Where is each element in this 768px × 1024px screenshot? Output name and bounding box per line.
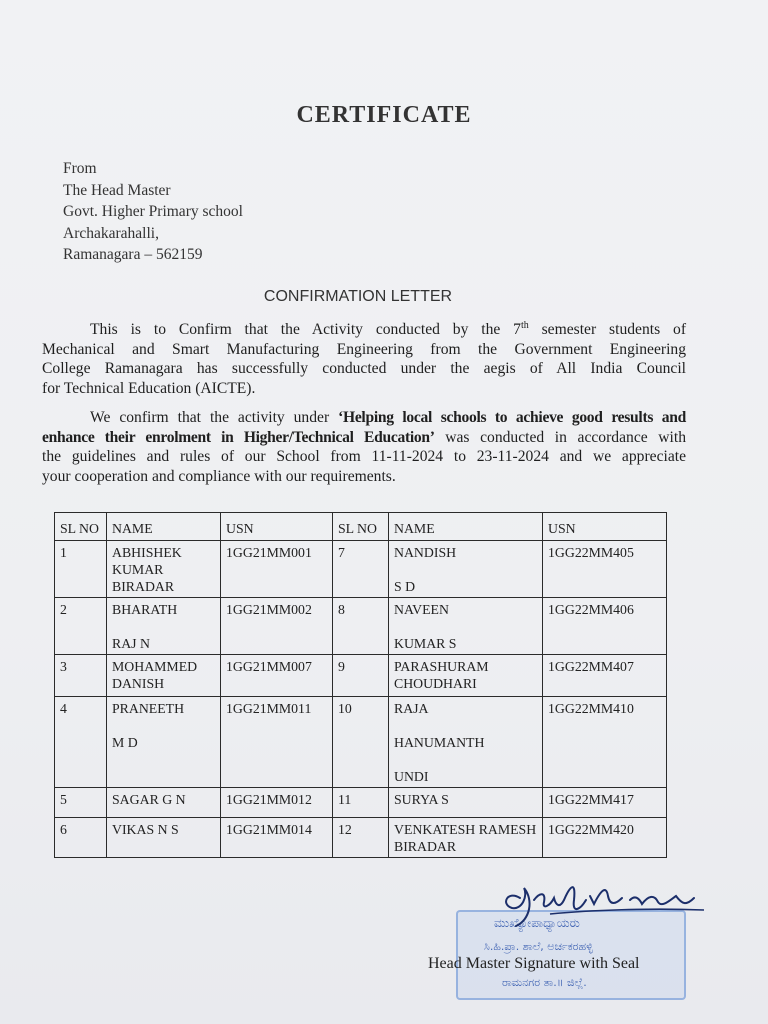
stamp-line-3: ರಾಮನಗರ ತಾ.॥ ಜಿಲ್ಲೆ. [502,976,587,989]
table-cell: 1GG21MM002 [221,598,333,655]
table-cell: 1GG22MM405 [543,541,667,598]
table-cell: 6 [55,818,107,858]
para1-line-4: for Technical Education (AICTE). [42,379,256,397]
table-cell: 4 [55,697,107,788]
table-row [55,541,667,598]
certificate-title: CERTIFICATE [296,102,472,128]
para2-text-b: was conducted in accordance with [434,428,686,446]
table-cell: RAJA HANUMANTH UNDI [389,697,543,788]
para2-line-3: the guidelines and rules of our School from 11-11-2024 to 23-11-2024 and we appreciate [42,448,686,465]
table-cell: 1GG21MM007 [221,655,333,697]
table-cell: 1 [55,541,107,598]
table-cell: 1GG22MM417 [543,788,667,818]
table-cell: PRANEETH M D [107,697,221,788]
table-cell: 1GG22MM410 [543,697,667,788]
table-cell: 1GG21MM001 [221,541,333,598]
table-cell: MOHAMMED DANISH [107,655,221,697]
table-cell: 3 [55,655,107,697]
header-usn-2: USN [543,513,667,541]
para1-text-b: semester students of [528,321,687,338]
table-cell: 1GG21MM014 [221,818,333,858]
table-cell: VIKAS N S [107,818,221,858]
from-line-3: Archakarahalli, [63,224,159,242]
table-row [55,598,667,655]
table-cell: SURYA S [389,788,543,818]
from-address-block [63,158,243,266]
table-cell: VENKATESH RAMESH BIRADAR [389,818,543,858]
table-cell: 1GG21MM012 [221,788,333,818]
from-line-2: Govt. Higher Primary school [63,203,243,221]
confirmation-paragraph-2 [42,408,686,486]
from-line-1: The Head Master [63,181,171,199]
table-cell: 2 [55,598,107,655]
stamp-line-1: ಮುಖ್ಯೋಪಾಧ್ಯಾಯರು [494,916,580,930]
header-name: NAME [107,513,221,541]
table-cell: 1GG21MM011 [221,697,333,788]
table-cell: 8 [333,598,389,655]
table-cell: PARASHURAM CHOUDHARI [389,655,543,697]
handwritten-signature [490,870,710,930]
stamp-line-2: ಸಿ.ಹಿ.ಪ್ರಾ. ಶಾಲೆ, ಅರ್ಚಕರಹಳ್ಳಿ [484,940,593,953]
table-cell: BHARATH RAJ N [107,598,221,655]
from-line-4: Ramanagara – 562159 [63,246,203,264]
table-cell: 9 [333,655,389,697]
table-cell: 10 [333,697,389,788]
from-label: From [63,160,97,177]
para1-line-2: Mechanical and Smart Manufacturing Engineering from the Government Engineering [42,340,686,358]
para1-superscript: th [520,319,529,331]
table-cell: NAVEEN KUMAR S [389,598,543,655]
table-cell: 1GG22MM406 [543,598,667,655]
table-row [55,655,667,697]
students-table [54,512,667,858]
para2-activity-title: ‘Helping local schools to achieve good results and [338,409,686,426]
header-sl-no-2: SL NO [333,513,389,541]
signature-seal-area [420,870,720,1000]
para2-activity-title-cont: enhance their enrolment in Higher/Technical Education’ [42,428,435,446]
table-cell: SAGAR G N [107,788,221,818]
table-cell: 1GG22MM420 [543,818,667,858]
header-usn: USN [221,513,333,541]
confirmation-paragraph-1 [42,320,686,398]
table-cell: 12 [333,818,389,858]
para1-text-a: This is to Confirm that the Activity conducted by the 7 [90,321,521,338]
table-row [55,788,667,818]
para2-text-a: We confirm that the activity under [90,409,339,426]
head-master-signature-label: Head Master Signature with Seal [428,955,640,972]
table-cell: 7 [333,541,389,598]
table-cell: ABHISHEK KUMAR BIRADAR [107,541,221,598]
confirmation-letter-heading: CONFIRMATION LETTER [263,288,453,305]
table-row [55,818,667,858]
header-sl-no: SL NO [55,513,107,541]
header-name-2: NAME [389,513,543,541]
para2-line-4: your cooperation and compliance with our requirements. [42,467,396,485]
table-cell: 5 [55,788,107,818]
table-row [55,697,667,788]
para1-line-3: College Ramanagara has successfully conducted under the aegis of All India Council [42,360,686,377]
table-cell: 11 [333,788,389,818]
table-cell: 1GG22MM407 [543,655,667,697]
table-cell: NANDISH S D [389,541,543,598]
table-header-row [55,513,667,541]
